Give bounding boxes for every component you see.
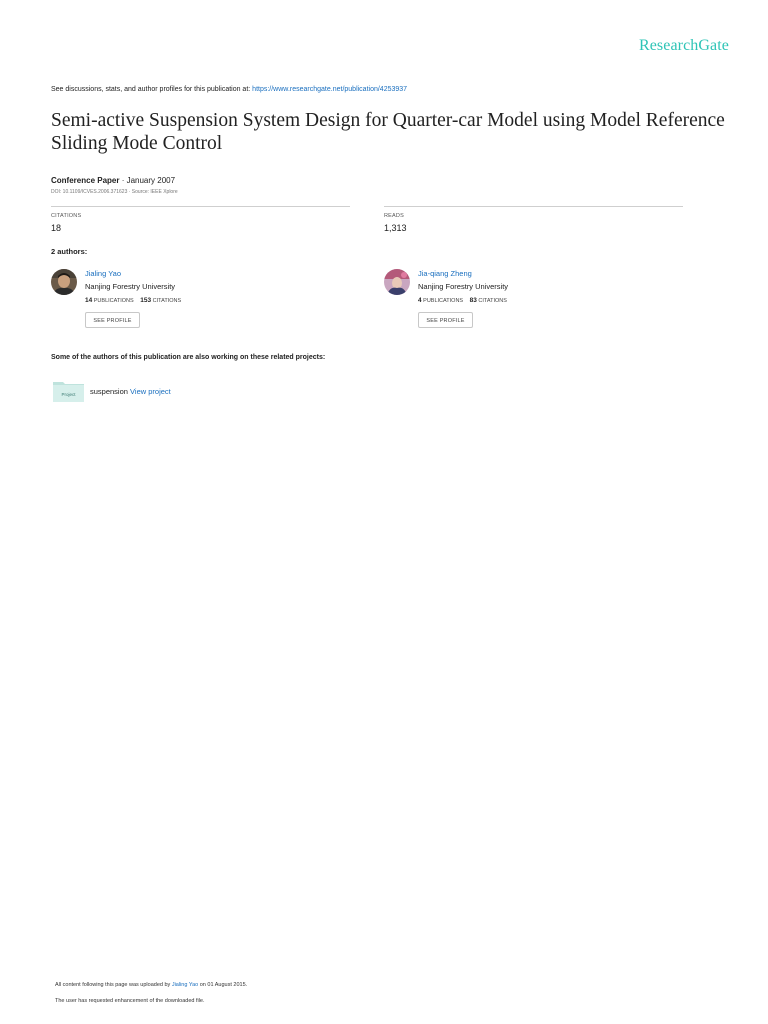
citations-value: 18 xyxy=(51,223,62,233)
reads-label: READS xyxy=(384,213,404,219)
authors-heading: 2 authors: xyxy=(51,247,88,256)
citations-label: CITATIONS xyxy=(478,298,507,304)
project-item xyxy=(51,379,311,403)
project-name: suspension xyxy=(90,387,128,396)
publications-count: 14 xyxy=(85,297,93,304)
publication-title: Semi-active Suspension System Design for Quarter-car Model using Model Reference Sliding Mode Control xyxy=(51,110,725,154)
author-institution: Nanjing Forestry University xyxy=(85,282,176,291)
upload-prefix: All content following this page was uploaded by xyxy=(55,982,172,988)
reads-value: 1,313 xyxy=(384,223,407,233)
see-profile-button[interactable]: SEE PROFILE xyxy=(85,312,140,328)
project-text xyxy=(90,387,171,396)
publications-count: 4 xyxy=(418,297,422,304)
author-card xyxy=(384,268,684,332)
see-profile-button[interactable]: SEE PROFILE xyxy=(418,312,473,328)
author-name-link[interactable]: Jialing Yao xyxy=(85,269,121,278)
view-project-link[interactable]: View project xyxy=(130,387,171,396)
project-icon-label: Project xyxy=(61,392,76,397)
author-photo-icon xyxy=(51,269,77,295)
citations-count: 153 xyxy=(140,297,152,304)
discussion-line xyxy=(51,86,407,93)
discussion-prefix: See discussions, stats, and author profiles for this publication at: xyxy=(51,86,253,93)
author-stats xyxy=(418,297,507,304)
citations-divider xyxy=(51,206,350,207)
doi-line: DOI: 10.1109/ICVES.2006.371623 · Source: IEEE Xplore xyxy=(51,189,178,195)
publication-type-line xyxy=(51,176,175,185)
type-separator: · xyxy=(119,176,127,185)
citations-label: CITATIONS xyxy=(51,213,82,219)
upload-suffix: on 01 August 2015. xyxy=(198,982,248,988)
author-card xyxy=(51,268,351,332)
researchgate-logo[interactable]: ResearchGate xyxy=(638,37,729,54)
upload-notice xyxy=(55,982,247,988)
author-photo-icon xyxy=(384,269,410,295)
publication-date: January 2007 xyxy=(126,176,176,185)
author-name-link[interactable]: Jia-qiang Zheng xyxy=(418,269,472,278)
project-folder-icon xyxy=(53,380,84,402)
publications-label: PUBLICATIONS xyxy=(423,298,464,304)
publications-label: PUBLICATIONS xyxy=(93,298,134,304)
publication-type: Conference Paper xyxy=(51,176,120,185)
publication-url-link[interactable]: https://www.researchgate.net/publication/4253937 xyxy=(252,86,408,93)
related-projects-heading: Some of the authors of this publication are also working on these related projects: xyxy=(51,354,326,361)
citations-count: 83 xyxy=(469,297,477,304)
author-institution: Nanjing Forestry University xyxy=(418,282,509,291)
citations-label: CITATIONS xyxy=(152,298,182,304)
avatar[interactable] xyxy=(51,269,77,295)
reads-divider xyxy=(384,206,683,207)
enhancement-note: The user has requested enhancement of the downloaded file. xyxy=(55,998,205,1004)
author-stats xyxy=(85,297,181,304)
uploader-link[interactable]: Jialing Yao xyxy=(171,982,199,988)
avatar[interactable] xyxy=(384,269,410,295)
